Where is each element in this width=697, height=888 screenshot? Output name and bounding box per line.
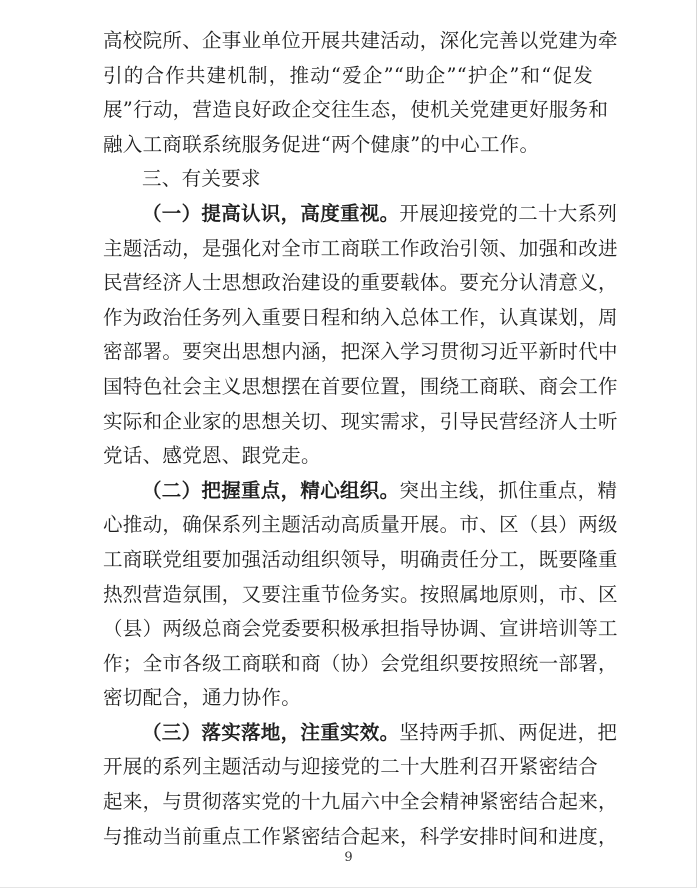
item-first-line	[103, 197, 618, 232]
text-line: 与推动当前重点工作紧密结合起来，科学安排时间和进度，	[103, 824, 618, 848]
paragraph-item-1	[103, 197, 618, 474]
document-body	[103, 24, 618, 854]
item-first-line	[103, 474, 618, 509]
item-first-line	[103, 716, 618, 751]
section-heading: 三、有关要求	[142, 167, 261, 191]
item-first-line-text: 突出主线，抓住重点，精	[399, 478, 618, 502]
text-line: 密部署。要突出思想内涵，把深入学习贯彻习近平新时代中	[103, 340, 618, 364]
text-line: 起来，与贯彻落实党的十九届六中全会精神紧密结合起来，	[103, 790, 618, 814]
text-line: 国特色社会主义思想摆在首要位置，围绕工商联、商会工作	[103, 374, 618, 398]
text-line: 工商联党组要加强活动组织领导，明确责任分工，既要隆重	[103, 547, 618, 571]
item-title: （一）提高认识，高度重视。	[142, 201, 400, 225]
text-line: 作；全市各级工商联和商（协）会党组织要按照统一部署，	[103, 651, 618, 675]
text-line: 开展的系列主题活动与迎接党的二十大胜利召开紧密结合	[103, 755, 599, 779]
text-line: 融入工商联系统服务促进“两个健康”的中心工作。	[103, 132, 540, 156]
text-line: 作为政治任务列入重要日程和纳入总体工作，认真谋划，周	[103, 305, 618, 329]
text-line: 高校院所、企事业单位开展共建活动，深化完善以党建为牵	[103, 29, 618, 52]
item-first-line-text: 开展迎接党的二十大系列	[399, 201, 618, 225]
text-line: 主题活动，是强化对全市工商联工作政治引领、加强和改进	[103, 236, 618, 260]
text-line: 热烈营造氛围，又要注重节俭务实。按照属地原则，市、区	[103, 582, 618, 606]
item-title: （二）把握重点，精心组织。	[142, 478, 400, 502]
item-title: （三）落实落地，注重实效。	[142, 720, 400, 744]
text-line: 民营经济人士思想政治建设的重要载体。要充分认清意义，	[103, 271, 618, 295]
page-number: 9	[344, 850, 353, 865]
text-line: 密切配合，通力协作。	[103, 686, 302, 710]
paragraph-item-2	[103, 474, 618, 716]
text-line: 引的合作共建机制，推动“爱企”“助企”“护企”和“促发	[103, 63, 593, 87]
text-line: （县）两级总商会党委要积极承担指导协调、宣讲培训等工	[103, 617, 618, 641]
paragraph-intro	[103, 24, 618, 162]
text-line: 党话、感党恩、跟党走。	[103, 444, 321, 468]
text-line: 心推动，确保系列主题活动高质量开展。市、区（县）两级	[103, 513, 618, 537]
item-first-line-text: 坚持两手抓、两促进，把	[399, 720, 618, 744]
text-line: 实际和企业家的思想关切、现实需求，引导民营经济人士听	[103, 409, 618, 433]
text-line: 展”行动，营造良好政企交往生态，使机关党建更好服务和	[103, 98, 609, 122]
paragraph-item-3	[103, 716, 618, 854]
